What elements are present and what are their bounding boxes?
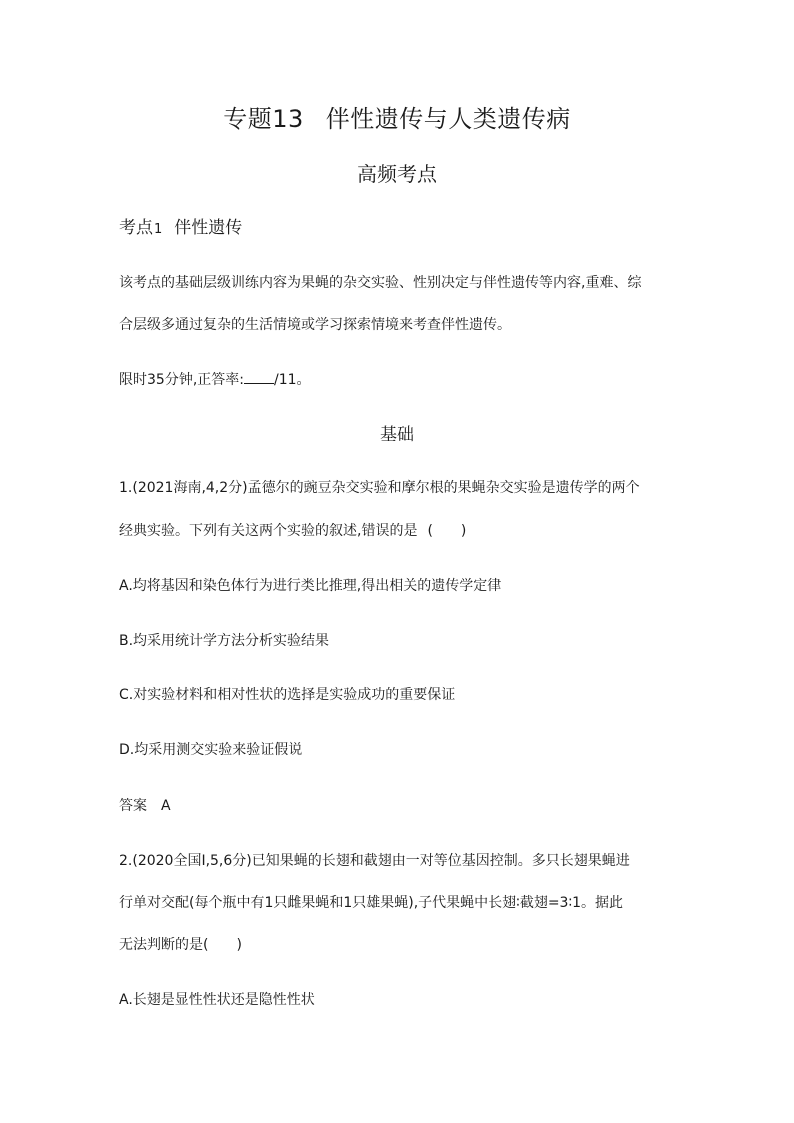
title-prefix: 专题13 bbox=[223, 105, 304, 133]
question-1-stem-line-1: 1.(2021海南,4,2分)孟德尔的豌豆杂交实验和摩尔根的果蝇杂交实验是遗传学的两个 bbox=[119, 480, 640, 496]
question-1-answer-bracket: ( ) bbox=[427, 523, 467, 539]
question-1-stem-line-2 bbox=[119, 522, 466, 540]
question-2-stem-line-1: 2.(2020全国Ⅰ,5,6分)已知果蝇的长翅和截翅由一对等位基因控制。多只长翅果蝇进 bbox=[119, 853, 630, 869]
section-number: 1 bbox=[154, 222, 163, 237]
question-1-option-b[interactable]: B.均采用统计学方法分析实验结果 bbox=[119, 633, 330, 649]
title-main: 伴性遗传与人类遗传病 bbox=[325, 105, 571, 133]
section-heading bbox=[119, 217, 242, 241]
document-subtitle: 高频考点 bbox=[357, 162, 437, 186]
question-2-option-a[interactable]: A.长翅是显性性状还是隐性性状 bbox=[119, 992, 315, 1008]
intro-text-line-2: 合层级多通过复杂的生活情境或学习探索情境来考查伴性遗传。 bbox=[119, 317, 511, 333]
question-1-option-d[interactable]: D.均采用测交实验来验证假说 bbox=[119, 742, 303, 758]
time-limit-line bbox=[119, 371, 311, 389]
question-1-option-c[interactable]: C.对实验材料和相对性状的选择是实验成功的重要保证 bbox=[119, 687, 456, 703]
answer-label: 答案 bbox=[119, 798, 147, 814]
time-limit-suffix: /11。 bbox=[273, 372, 311, 388]
question-1-stem-text: 经典实验。下列有关这两个实验的叙述,错误的是 bbox=[119, 523, 418, 539]
question-1-option-a[interactable]: A.均将基因和染色体行为进行类比推理,得出相关的遗传学定律 bbox=[119, 578, 502, 594]
question-1-answer bbox=[119, 797, 171, 815]
section-label: 考点 bbox=[119, 218, 153, 238]
section-name: 伴性遗传 bbox=[174, 218, 243, 238]
answer-value: A bbox=[161, 798, 171, 814]
score-blank[interactable] bbox=[244, 371, 274, 384]
question-2-stem-line-2: 行单对交配(每个瓶中有1只雌果蝇和1只雄果蝇),子代果蝇中长翅∶截翅=3∶1。据此 bbox=[119, 895, 624, 911]
intro-text-line-1: 该考点的基础层级训练内容为果蝇的杂交实验、性别决定与伴性遗传等内容,重难、综 bbox=[119, 275, 642, 291]
time-limit-prefix: 限时35分钟,正答率: bbox=[119, 372, 244, 388]
document-title bbox=[0, 104, 794, 134]
question-2-stem-line-3: 无法判断的是( ) bbox=[119, 937, 242, 953]
level-heading: 基础 bbox=[380, 425, 414, 445]
